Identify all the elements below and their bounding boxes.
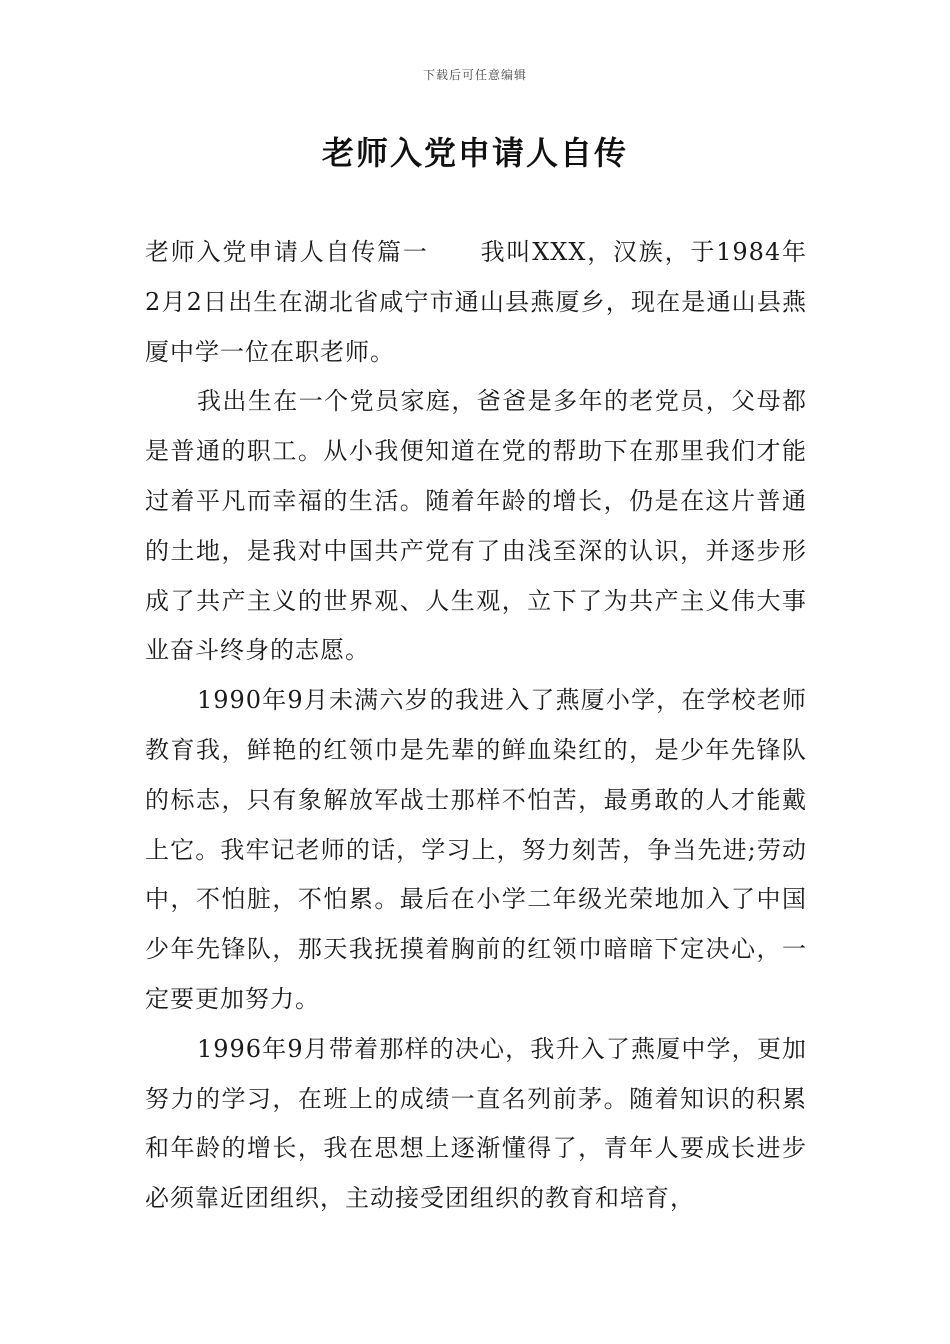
header-note: 下载后可任意编辑 (422, 68, 527, 82)
paragraph-1-text: 我叫XXX，汉族，于1984年2月2日出生在湖北省咸宁市通山县燕厦乡，现在是通山县燕厦中学一位在职老师。 (145, 238, 808, 366)
section-label: 老师入党申请人自传篇一 (145, 238, 429, 266)
page-title: 老师入党申请人自传 (321, 134, 628, 172)
document-body (145, 228, 807, 1224)
paragraph-1 (145, 228, 807, 377)
paragraph-3: 1990年9月未满六岁的我进入了燕厦小学，在学校老师教育我，鲜艳的红领巾是先辈的鲜血染红的，是少年先锋队的标志，只有象解放军战士那样不怕苦，最勇敢的人才能戴上它。我牢记老师的话，学习上，努力刻苦，争当先进;劳动中，不怕脏，不怕累。最后在小学二年级光荣地加入了中国少年先锋队，那天我抚摸着胸前的红领巾暗暗下定决心，一定要更加努力。 (145, 686, 807, 1013)
paragraph-2: 我出生在一个党员家庭，爸爸是多年的老党员，父母都是普通的职工。从小我便知道在党的帮助下在那里我们才能过着平凡而幸福的生活。随着年龄的增长，仍是在这片普通的土地，是我对中国共产党有了由浅至深的认识，并逐步形成了共产主义的世界观、人生观，立下了为共产主义伟大事业奋斗终身的志愿。 (145, 387, 807, 665)
paragraph-4: 1996年9月带着那样的决心，我升入了燕厦中学，更加努力的学习，在班上的成绩一直名列前茅。随着知识的积累和年龄的增长，我在思想上逐渐懂得了，青年人要成长进步必须靠近团组织，主动接受团组织的教育和培育， (145, 1034, 807, 1213)
